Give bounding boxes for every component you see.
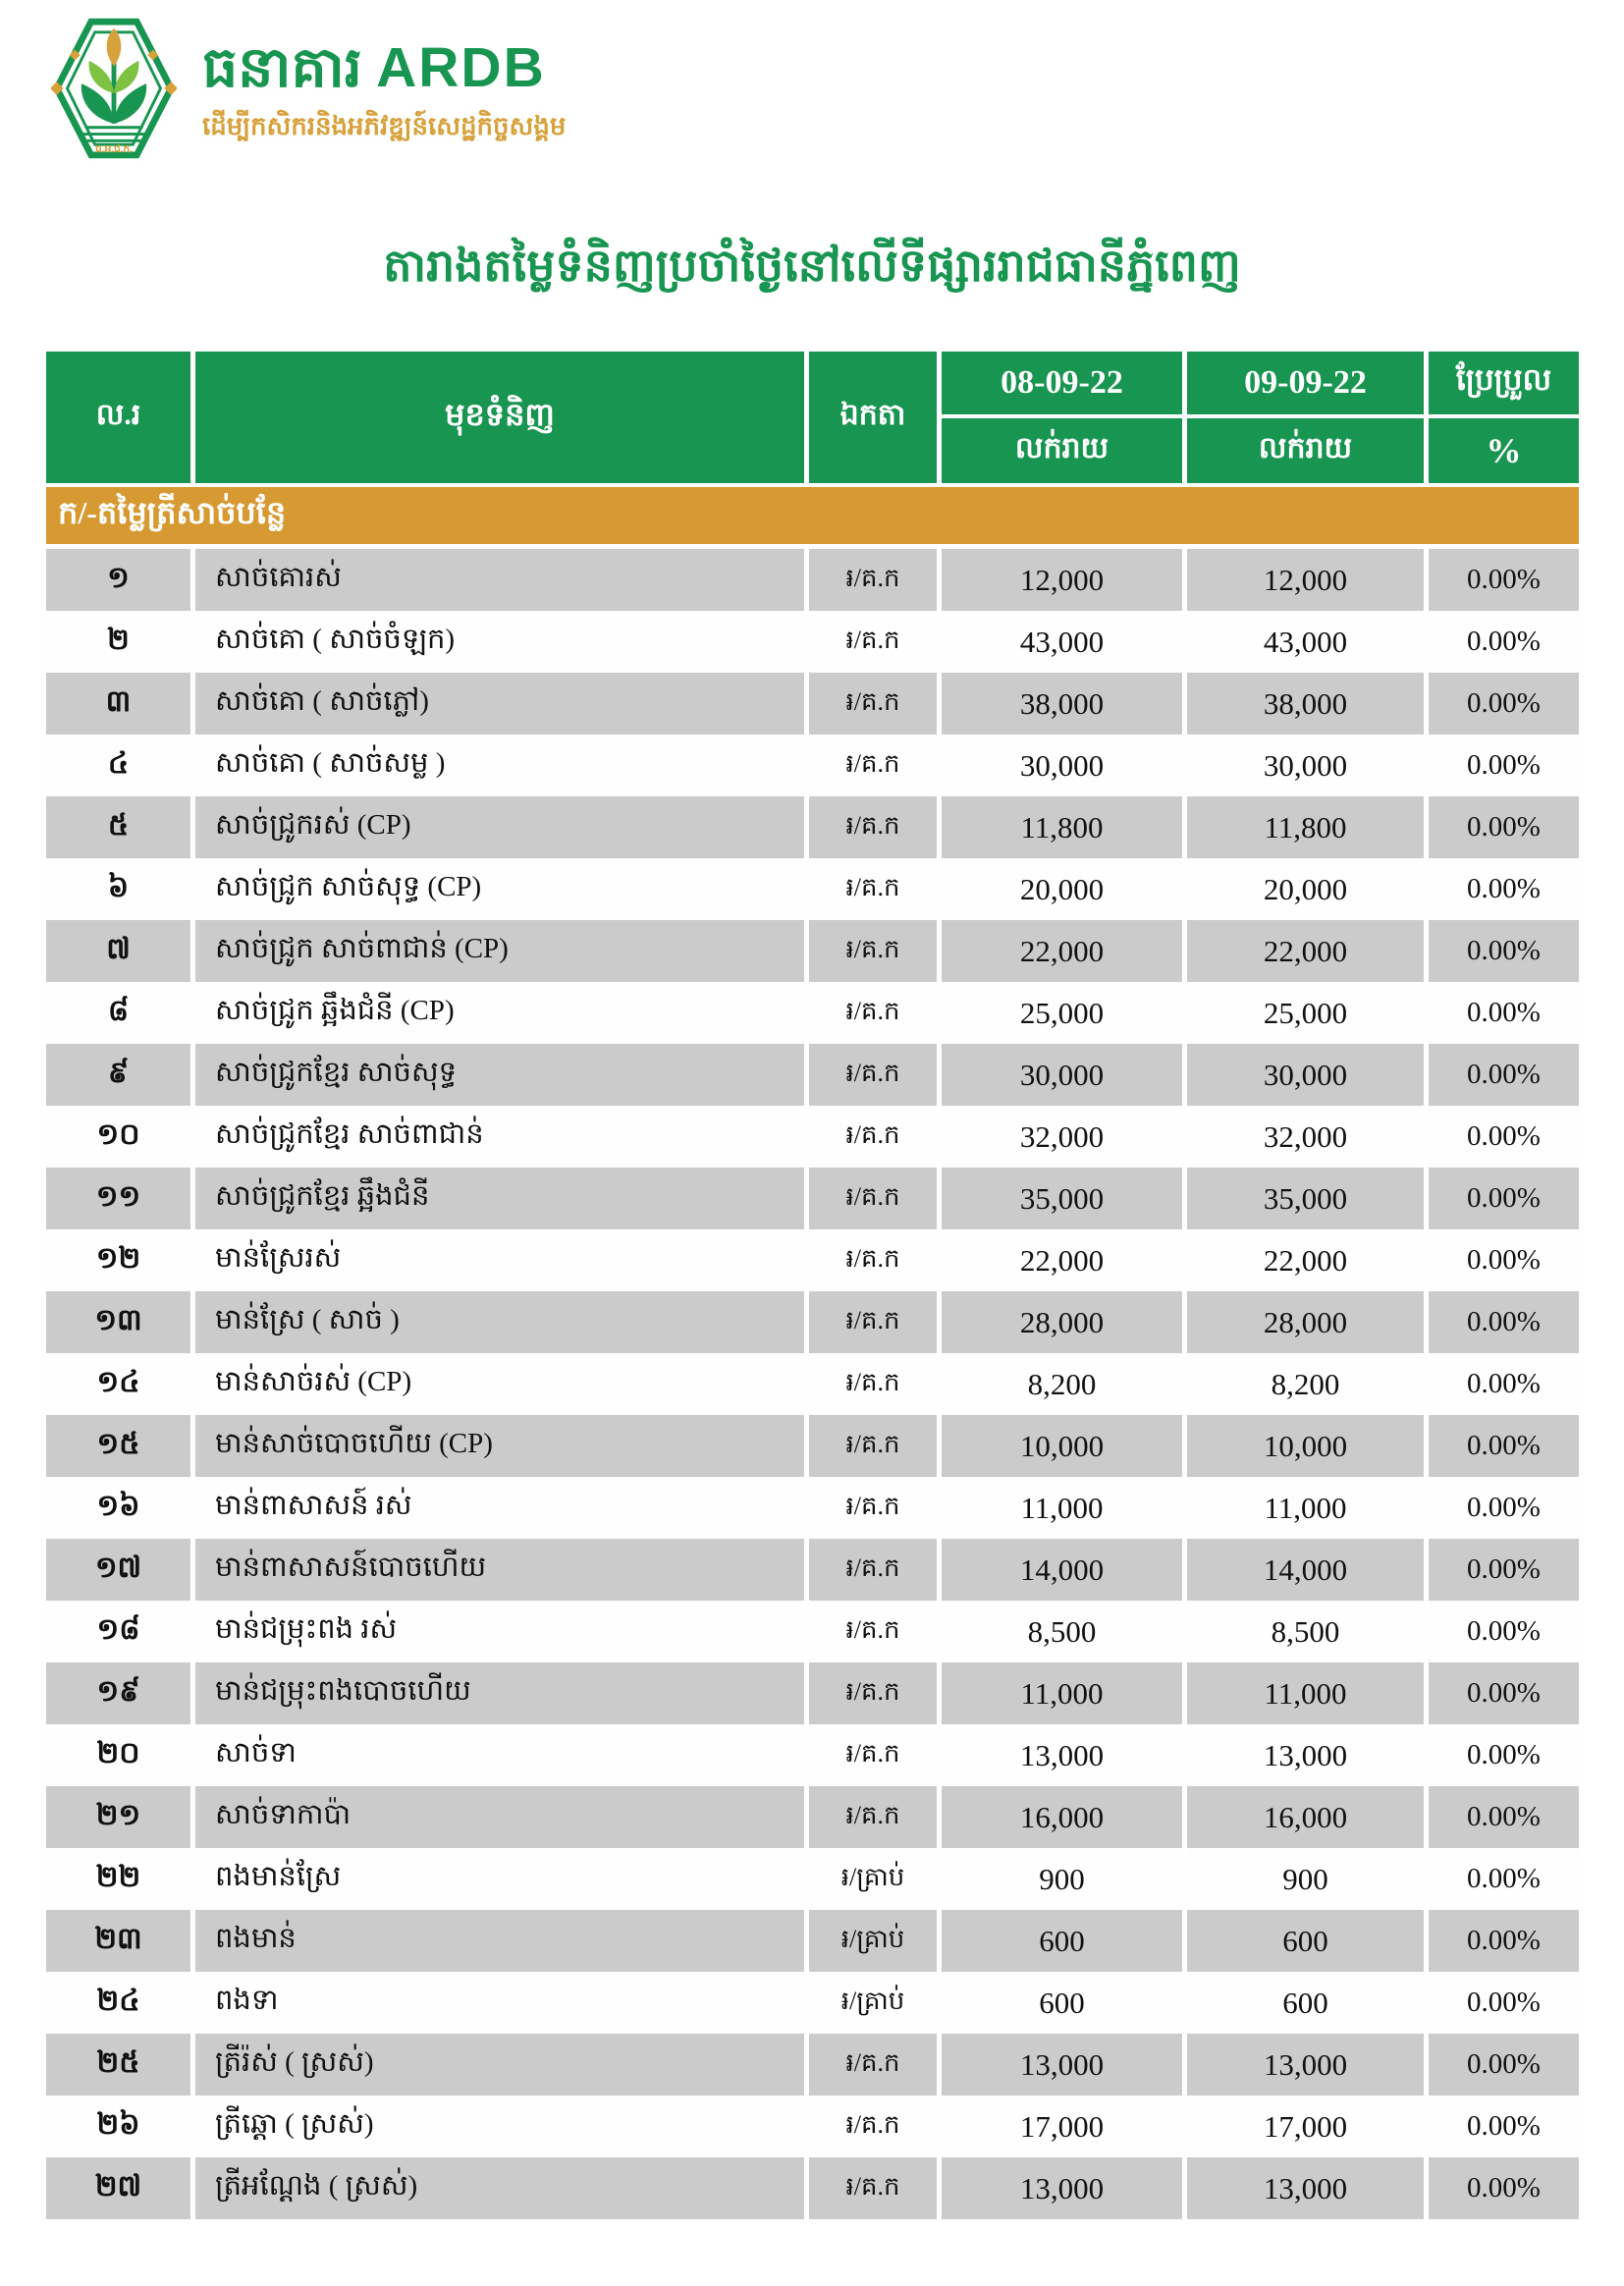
cell-price-date2: 13,000 <box>1187 2034 1424 2096</box>
cell-change: 0.00% <box>1429 920 1579 982</box>
cell-no: ១១ <box>46 1168 190 1229</box>
cell-price-date2: 35,000 <box>1187 1168 1424 1229</box>
col-header-date2: 09-09-22 <box>1187 352 1424 414</box>
cell-product: មាន់សាច់រស់ (CP) <box>195 1353 804 1415</box>
cell-price-date1: 600 <box>942 1972 1182 2034</box>
cell-unit: ៛/គ.ក <box>809 1662 937 1724</box>
cell-price-date1: 10,000 <box>942 1415 1182 1477</box>
table-row <box>46 1106 1579 1168</box>
cell-price-date1: 30,000 <box>942 735 1182 796</box>
col-header-no: ល.រ <box>46 352 190 483</box>
table-row <box>46 1972 1579 2034</box>
cell-no: ៣ <box>46 673 190 735</box>
cell-unit: ៛/គ.ក <box>809 1229 937 1291</box>
cell-change: 0.00% <box>1429 2034 1579 2096</box>
col-header-date1: 08-09-22 <box>942 352 1182 414</box>
cell-price-date1: 13,000 <box>942 1724 1182 1786</box>
cell-product: សាច់គោរស់ <box>195 549 804 611</box>
table-row <box>46 858 1579 920</box>
cell-price-date1: 20,000 <box>942 858 1182 920</box>
cell-price-date2: 25,000 <box>1187 982 1424 1044</box>
cell-unit: ៛/គ.ក <box>809 1353 937 1415</box>
cell-price-date1: 8,500 <box>942 1601 1182 1662</box>
table-row <box>46 1724 1579 1786</box>
cell-unit: ៛/គ.ក <box>809 920 937 982</box>
ardb-logo-icon <box>51 16 177 161</box>
cell-no: ១៩ <box>46 1662 190 1724</box>
cell-price-date1: 11,800 <box>942 796 1182 858</box>
cell-price-date2: 600 <box>1187 1972 1424 2034</box>
cell-change: 0.00% <box>1429 611 1579 673</box>
cell-unit: ៛/គ.ក <box>809 673 937 735</box>
cell-no: ១៨ <box>46 1601 190 1662</box>
cell-no: ៨ <box>46 982 190 1044</box>
cell-price-date2: 600 <box>1187 1910 1424 1972</box>
table-row <box>46 1786 1579 1848</box>
cell-price-date1: 11,000 <box>942 1477 1182 1539</box>
cell-unit: ៛/គ.ក <box>809 1291 937 1353</box>
cell-no: ៧ <box>46 920 190 982</box>
cell-unit: ៛/គ.ក <box>809 1724 937 1786</box>
cell-price-date2: 43,000 <box>1187 611 1424 673</box>
table-row <box>46 1910 1579 1972</box>
table-row <box>46 1477 1579 1539</box>
cell-price-date2: 13,000 <box>1187 2157 1424 2219</box>
section-header: ក/-តម្លៃត្រីសាច់បន្លែ <box>46 487 1579 544</box>
cell-price-date2: 900 <box>1187 1848 1424 1910</box>
cell-price-date2: 30,000 <box>1187 735 1424 796</box>
cell-change: 0.00% <box>1429 1044 1579 1106</box>
cell-price-date2: 8,500 <box>1187 1601 1424 1662</box>
cell-unit: ៛/គ្រាប់ <box>809 1972 937 2034</box>
brand-header <box>51 16 566 161</box>
cell-unit: ៛/គ.ក <box>809 611 937 673</box>
price-table <box>46 352 1579 2219</box>
cell-change: 0.00% <box>1429 1415 1579 1477</box>
cell-price-date2: 11,800 <box>1187 796 1424 858</box>
brand-text <box>202 16 566 147</box>
cell-change: 0.00% <box>1429 1291 1579 1353</box>
col-subheader-retail-date2: លក់រាយ <box>1187 418 1424 483</box>
cell-no: ២ <box>46 611 190 673</box>
col-subheader-retail-date1: លក់រាយ <box>942 418 1182 483</box>
cell-change: 0.00% <box>1429 1972 1579 2034</box>
cell-no: ៩ <box>46 1044 190 1106</box>
cell-change: 0.00% <box>1429 858 1579 920</box>
cell-unit: ៛/គ.ក <box>809 1786 937 1848</box>
cell-change: 0.00% <box>1429 673 1579 735</box>
cell-change: 0.00% <box>1429 2096 1579 2157</box>
cell-unit: ៛/គ.ក <box>809 1415 937 1477</box>
cell-unit: ៛/គ.ក <box>809 2157 937 2219</box>
col-subheader-percent: % <box>1429 418 1579 483</box>
cell-price-date2: 11,000 <box>1187 1477 1424 1539</box>
cell-price-date2: 16,000 <box>1187 1786 1424 1848</box>
cell-no: ៥ <box>46 796 190 858</box>
cell-unit: ៛/គ.ក <box>809 858 937 920</box>
cell-price-date1: 14,000 <box>942 1539 1182 1601</box>
cell-price-date1: 900 <box>942 1848 1182 1910</box>
cell-price-date2: 22,000 <box>1187 1229 1424 1291</box>
table-header <box>46 352 1579 483</box>
table-row <box>46 611 1579 673</box>
cell-price-date1: 600 <box>942 1910 1182 1972</box>
cell-product: សាច់គោ ( សាច់ភ្លៅ) <box>195 673 804 735</box>
cell-product: សាច់ជ្រូកខ្មែរ សាច់ពាជាន់ <box>195 1106 804 1168</box>
cell-product: សាច់ទាកាប៉ា <box>195 1786 804 1848</box>
cell-price-date2: 11,000 <box>1187 1662 1424 1724</box>
cell-change: 0.00% <box>1429 2157 1579 2219</box>
cell-product: សាច់ទា <box>195 1724 804 1786</box>
cell-price-date2: 32,000 <box>1187 1106 1424 1168</box>
cell-unit: ៛/គ.ក <box>809 1601 937 1662</box>
cell-product: ពងមាន់ <box>195 1910 804 1972</box>
cell-unit: ៛/គ.ក <box>809 2034 937 2096</box>
cell-no: ២០ <box>46 1724 190 1786</box>
table-row <box>46 1353 1579 1415</box>
table-row <box>46 1291 1579 1353</box>
cell-change: 0.00% <box>1429 1848 1579 1910</box>
cell-unit: ៛/គ្រាប់ <box>809 1910 937 1972</box>
cell-unit: ៛/គ.ក <box>809 1106 937 1168</box>
cell-product: ពងទា <box>195 1972 804 2034</box>
cell-change: 0.00% <box>1429 1106 1579 1168</box>
cell-product: សាច់ជ្រូក សាច់ពាជាន់ (CP) <box>195 920 804 982</box>
cell-price-date1: 28,000 <box>942 1291 1182 1353</box>
cell-price-date1: 30,000 <box>942 1044 1182 1106</box>
cell-no: ២២ <box>46 1848 190 1910</box>
cell-product: ពងមាន់ស្រែ <box>195 1848 804 1910</box>
cell-no: ២៥ <box>46 2034 190 2096</box>
cell-change: 0.00% <box>1429 1662 1579 1724</box>
cell-product: មាន់ជម្រុះពង រស់ <box>195 1601 804 1662</box>
brand-name-latin: ARDB <box>376 36 546 99</box>
cell-product: មាន់ស្រែរស់ <box>195 1229 804 1291</box>
cell-price-date1: 32,000 <box>942 1106 1182 1168</box>
cell-price-date2: 17,000 <box>1187 2096 1424 2157</box>
cell-no: ៦ <box>46 858 190 920</box>
cell-price-date2: 13,000 <box>1187 1724 1424 1786</box>
table-row <box>46 673 1579 735</box>
cell-price-date1: 22,000 <box>942 920 1182 982</box>
cell-product: សាច់ជ្រូកខ្មែរ ឆ្អឹងជំនី <box>195 1168 804 1229</box>
cell-unit: ៛/គ.ក <box>809 2096 937 2157</box>
cell-price-date1: 8,200 <box>942 1353 1182 1415</box>
cell-no: ៤ <box>46 735 190 796</box>
brand-name-khmer: ធនាគារ <box>202 37 362 99</box>
cell-price-date1: 13,000 <box>942 2034 1182 2096</box>
table-row <box>46 1229 1579 1291</box>
table-row <box>46 735 1579 796</box>
cell-change: 0.00% <box>1429 1601 1579 1662</box>
cell-no: ១៤ <box>46 1353 190 1415</box>
cell-price-date2: 10,000 <box>1187 1415 1424 1477</box>
cell-change: 0.00% <box>1429 1477 1579 1539</box>
cell-change: 0.00% <box>1429 796 1579 858</box>
table-row <box>46 1601 1579 1662</box>
cell-price-date2: 8,200 <box>1187 1353 1424 1415</box>
cell-no: ១២ <box>46 1229 190 1291</box>
table-row <box>46 549 1579 611</box>
cell-product: មាន់ស្រែ ( សាច់ ) <box>195 1291 804 1353</box>
brand-tagline: ដើម្បីកសិករនិងអភិវឌ្ឍន៍សេដ្ឋកិច្ចសង្គម <box>202 111 567 140</box>
cell-product: សាច់គោ ( សាច់ចំឡក) <box>195 611 804 673</box>
cell-change: 0.00% <box>1429 1353 1579 1415</box>
table-row <box>46 1044 1579 1106</box>
col-header-product: មុខទំនិញ <box>195 352 804 483</box>
cell-price-date1: 13,000 <box>942 2157 1182 2219</box>
cell-product: ត្រីឆ្ដោ ( ស្រស់) <box>195 2096 804 2157</box>
cell-product: មាន់ពាសាសន៍ រស់ <box>195 1477 804 1539</box>
cell-product: សាច់ជ្រូកខ្មែរ សាច់សុទ្ធ <box>195 1044 804 1106</box>
cell-product: ត្រីរ៉ស់ ( ស្រស់) <box>195 2034 804 2096</box>
cell-product: មាន់ពាសាសន៍បោចហើយ <box>195 1539 804 1601</box>
cell-no: ១ <box>46 549 190 611</box>
cell-unit: ៛/គ.ក <box>809 549 937 611</box>
cell-product: មាន់ជម្រុះពងបោចហើយ <box>195 1662 804 1724</box>
table-row <box>46 2034 1579 2096</box>
cell-product: សាច់គោ ( សាច់សម្ល ) <box>195 735 804 796</box>
cell-price-date1: 12,000 <box>942 549 1182 611</box>
cell-product: ត្រីអណ្ដែង ( ស្រស់) <box>195 2157 804 2219</box>
table-row <box>46 796 1579 858</box>
page-title: តារាងតម្លៃទំនិញប្រចាំថ្ងៃនៅលើទីផ្សាររាជធានីភ្នំពេញ <box>383 241 1241 291</box>
cell-unit: ៛/គ.ក <box>809 982 937 1044</box>
cell-price-date1: 35,000 <box>942 1168 1182 1229</box>
table-row <box>46 1415 1579 1477</box>
cell-price-date1: 38,000 <box>942 673 1182 735</box>
col-header-unit: ឯកតា <box>809 352 937 483</box>
cell-change: 0.00% <box>1429 1229 1579 1291</box>
table-row <box>46 2096 1579 2157</box>
cell-price-date2: 14,000 <box>1187 1539 1424 1601</box>
cell-price-date1: 16,000 <box>942 1786 1182 1848</box>
cell-change: 0.00% <box>1429 1168 1579 1229</box>
cell-product: សាច់ជ្រូក ឆ្អឹងជំនី (CP) <box>195 982 804 1044</box>
table-row <box>46 920 1579 982</box>
cell-price-date2: 30,000 <box>1187 1044 1424 1106</box>
cell-unit: ៛/គ.ក <box>809 1539 937 1601</box>
cell-change: 0.00% <box>1429 735 1579 796</box>
cell-unit: ៛/គ្រាប់ <box>809 1848 937 1910</box>
table-row <box>46 1848 1579 1910</box>
cell-no: ១៥ <box>46 1415 190 1477</box>
cell-unit: ៛/គ.ក <box>809 1477 937 1539</box>
cell-no: ១៧ <box>46 1539 190 1601</box>
cell-no: ១៦ <box>46 1477 190 1539</box>
cell-no: ២៣ <box>46 1910 190 1972</box>
cell-price-date1: 25,000 <box>942 982 1182 1044</box>
cell-product: សាច់ជ្រូក សាច់សុទ្ធ (CP) <box>195 858 804 920</box>
cell-unit: ៛/គ.ក <box>809 796 937 858</box>
table-row <box>46 982 1579 1044</box>
cell-change: 0.00% <box>1429 549 1579 611</box>
cell-no: ២៦ <box>46 2096 190 2157</box>
table-row <box>46 1539 1579 1601</box>
cell-unit: ៛/គ.ក <box>809 1168 937 1229</box>
brand-name <box>202 36 566 99</box>
table-body <box>46 549 1579 2219</box>
cell-price-date2: 20,000 <box>1187 858 1424 920</box>
cell-no: ១៣ <box>46 1291 190 1353</box>
cell-no: ២១ <box>46 1786 190 1848</box>
cell-unit: ៛/គ.ក <box>809 735 937 796</box>
cell-no: ២៤ <box>46 1972 190 2034</box>
cell-change: 0.00% <box>1429 1910 1579 1972</box>
cell-price-date2: 38,000 <box>1187 673 1424 735</box>
cell-unit: ៛/គ.ក <box>809 1044 937 1106</box>
cell-change: 0.00% <box>1429 1786 1579 1848</box>
cell-change: 0.00% <box>1429 982 1579 1044</box>
table-row <box>46 1662 1579 1724</box>
cell-price-date2: 12,000 <box>1187 549 1424 611</box>
table-row <box>46 2157 1579 2219</box>
cell-price-date1: 17,000 <box>942 2096 1182 2157</box>
cell-no: ២៧ <box>46 2157 190 2219</box>
cell-product: សាច់ជ្រូករស់ (CP) <box>195 796 804 858</box>
logo-caption: ធ.អ.ជ.ក. <box>95 143 133 155</box>
cell-price-date2: 22,000 <box>1187 920 1424 982</box>
col-header-change: ប្រែប្រួល <box>1429 352 1579 414</box>
cell-price-date1: 11,000 <box>942 1662 1182 1724</box>
cell-change: 0.00% <box>1429 1724 1579 1786</box>
cell-no: ១០ <box>46 1106 190 1168</box>
cell-product: មាន់សាច់បោចហើយ (CP) <box>195 1415 804 1477</box>
cell-price-date1: 22,000 <box>942 1229 1182 1291</box>
cell-change: 0.00% <box>1429 1539 1579 1601</box>
table-row <box>46 1168 1579 1229</box>
cell-price-date2: 28,000 <box>1187 1291 1424 1353</box>
cell-price-date1: 43,000 <box>942 611 1182 673</box>
